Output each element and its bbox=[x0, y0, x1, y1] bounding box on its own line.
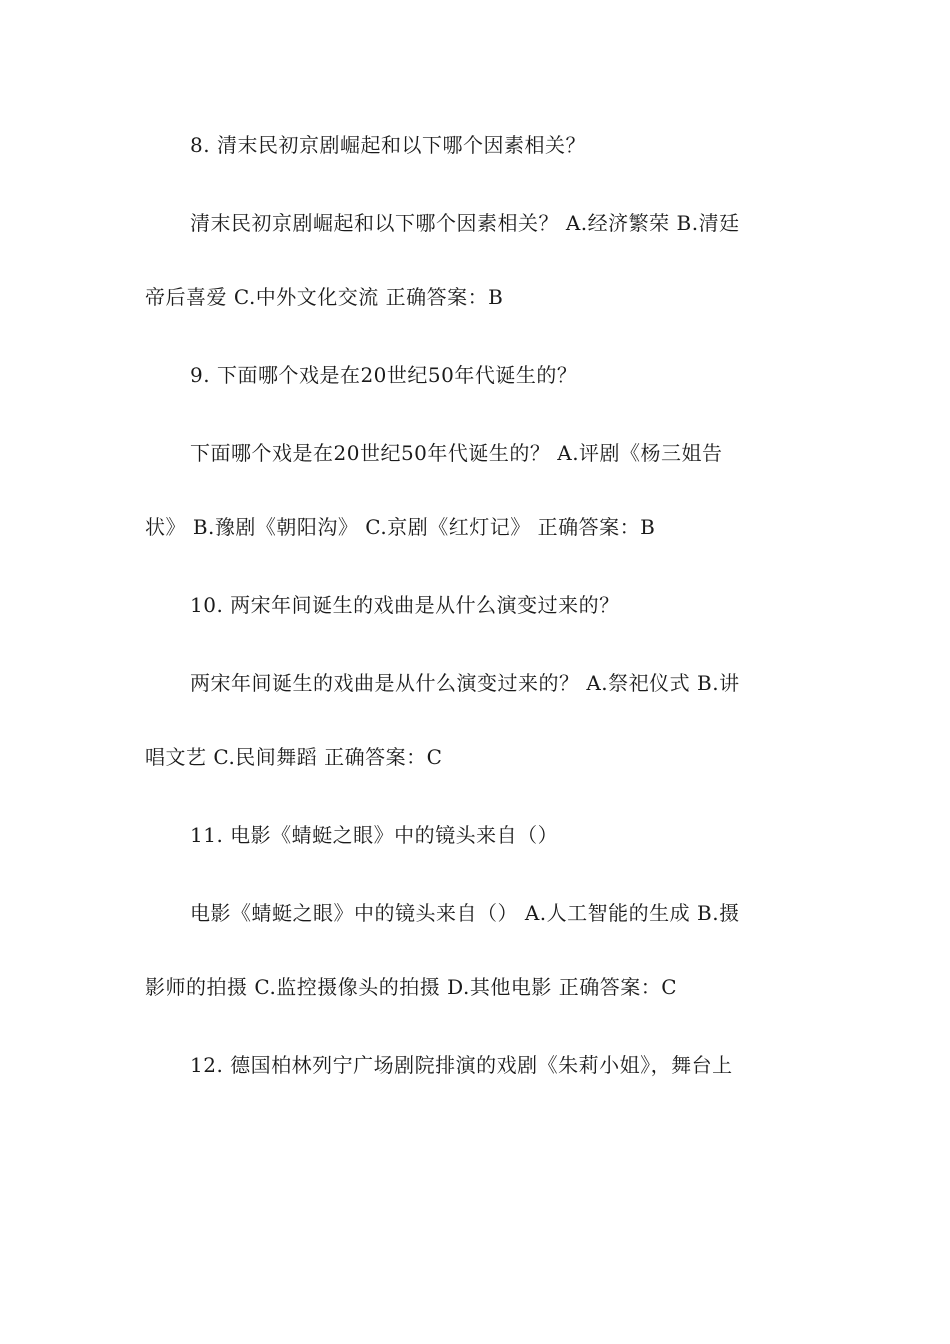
question-8-answer-line-1: 清末民初京剧崛起和以下哪个因素相关？ A.经济繁荣 B.清廷 bbox=[190, 211, 740, 235]
question-11-heading: 11. 电影《蜻蜓之眼》中的镜头来自（） bbox=[190, 823, 559, 847]
question-10-heading: 10. 两宋年间诞生的戏曲是从什么演变过来的？ bbox=[190, 593, 620, 617]
question-10-answer-line-1: 两宋年间诞生的戏曲是从什么演变过来的？ A.祭祀仪式 B.讲 bbox=[190, 671, 740, 695]
question-8-answer-line-2: 帝后喜爱 C.中外文化交流 正确答案：B bbox=[145, 285, 504, 309]
document-body bbox=[145, 130, 795, 1080]
question-9-answer-line-1: 下面哪个戏是在20世纪50年代诞生的？ A.评剧《杨三姐告 bbox=[190, 441, 723, 465]
question-9-answer-line-2: 状》 B.豫剧《朝阳沟》 C.京剧《红灯记》 正确答案：B bbox=[145, 515, 656, 539]
question-10-answer-line-2: 唱文艺 C.民间舞蹈 正确答案：C bbox=[145, 745, 443, 769]
question-8-heading: 8. 清末民初京剧崛起和以下哪个因素相关？ bbox=[190, 133, 586, 157]
question-11-answer-line-1: 电影《蜻蜓之眼》中的镜头来自（） A.人工智能的生成 B.摄 bbox=[190, 901, 740, 925]
question-9-heading: 9. 下面哪个戏是在20世纪50年代诞生的？ bbox=[190, 363, 578, 387]
question-12-heading: 12. 德国柏林列宁广场剧院排演的戏剧《朱莉小姐》，舞台上 bbox=[190, 1053, 733, 1077]
question-11-answer-line-2: 影师的拍摄 C.监控摄像头的拍摄 D.其他电影 正确答案：C bbox=[145, 975, 678, 999]
